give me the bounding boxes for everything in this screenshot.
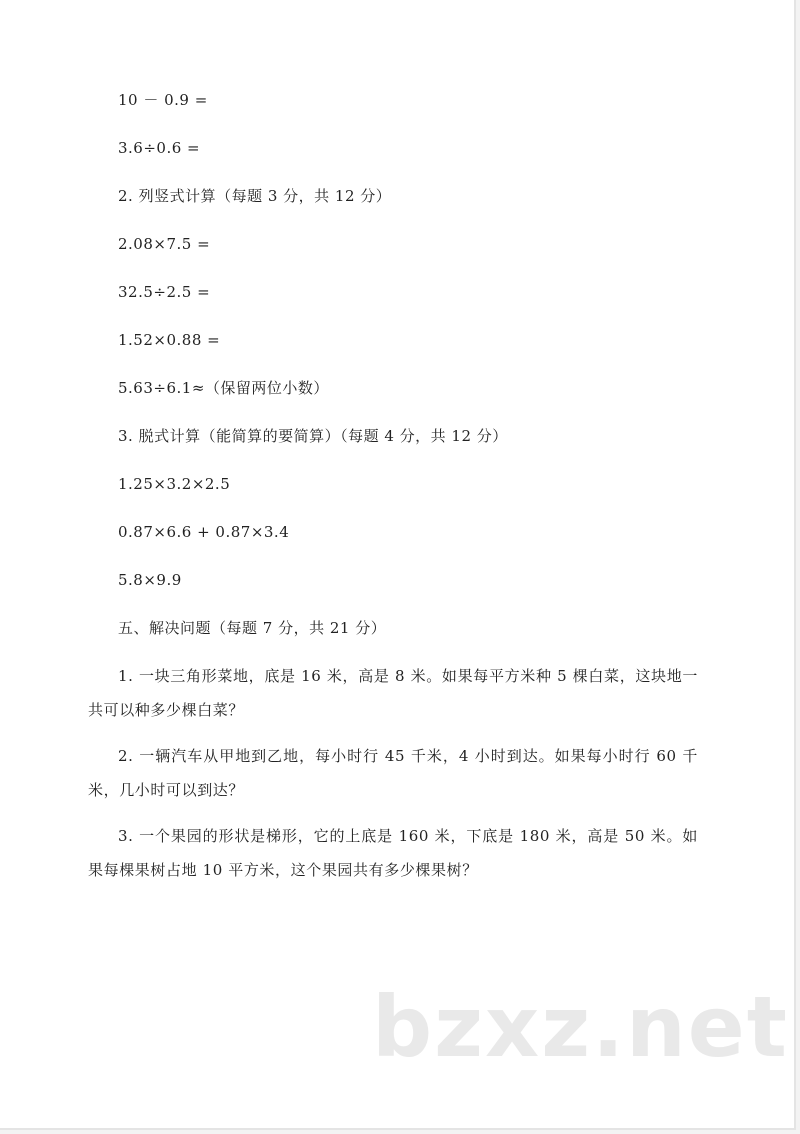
section3-item-1: 1.25×3.2×2.5 [118,475,231,493]
section3-title: 3. 脱式计算（能简算的要简算）（每题 4 分，共 12 分） [118,427,508,445]
section2-item-1: 2.08×7.5 = [118,235,211,253]
section5-title: 五、解决问题（每题 7 分，共 21 分） [118,619,387,637]
section2-item-2: 32.5÷2.5 = [118,283,211,301]
section2-title: 2. 列竖式计算（每题 3 分，共 12 分） [118,187,392,205]
calc-line-2: 3.6÷0.6 = [118,139,201,157]
problem-1: 1. 一块三角形菜地，底是 16 米，高是 8 米。如果每平方米种 5 棵白菜，这块地一共可以种多少棵白菜？ [88,667,698,719]
section3-item-2: 0.87×6.6 + 0.87×3.4 [118,523,290,541]
calc-line-1: 10 － 0.9 = [118,91,208,109]
section2-item-3: 1.52×0.88 = [118,331,221,349]
section3-item-3: 5.8×9.9 [118,571,182,589]
problem-2: 2. 一辆汽车从甲地到乙地，每小时行 45 千米，4 小时到达。如果每小时行 60 千米，几小时可以到达？ [88,747,698,799]
watermark-logo: bzxz.net [372,978,789,1076]
problem-3: 3. 一个果园的形状是梯形，它的上底是 160 米，下底是 180 米，高是 50 米。如果每棵果树占地 10 平方米，这个果园共有多少棵果树？ [88,827,698,879]
section2-item-4: 5.63÷6.1≈（保留两位小数） [118,379,329,397]
